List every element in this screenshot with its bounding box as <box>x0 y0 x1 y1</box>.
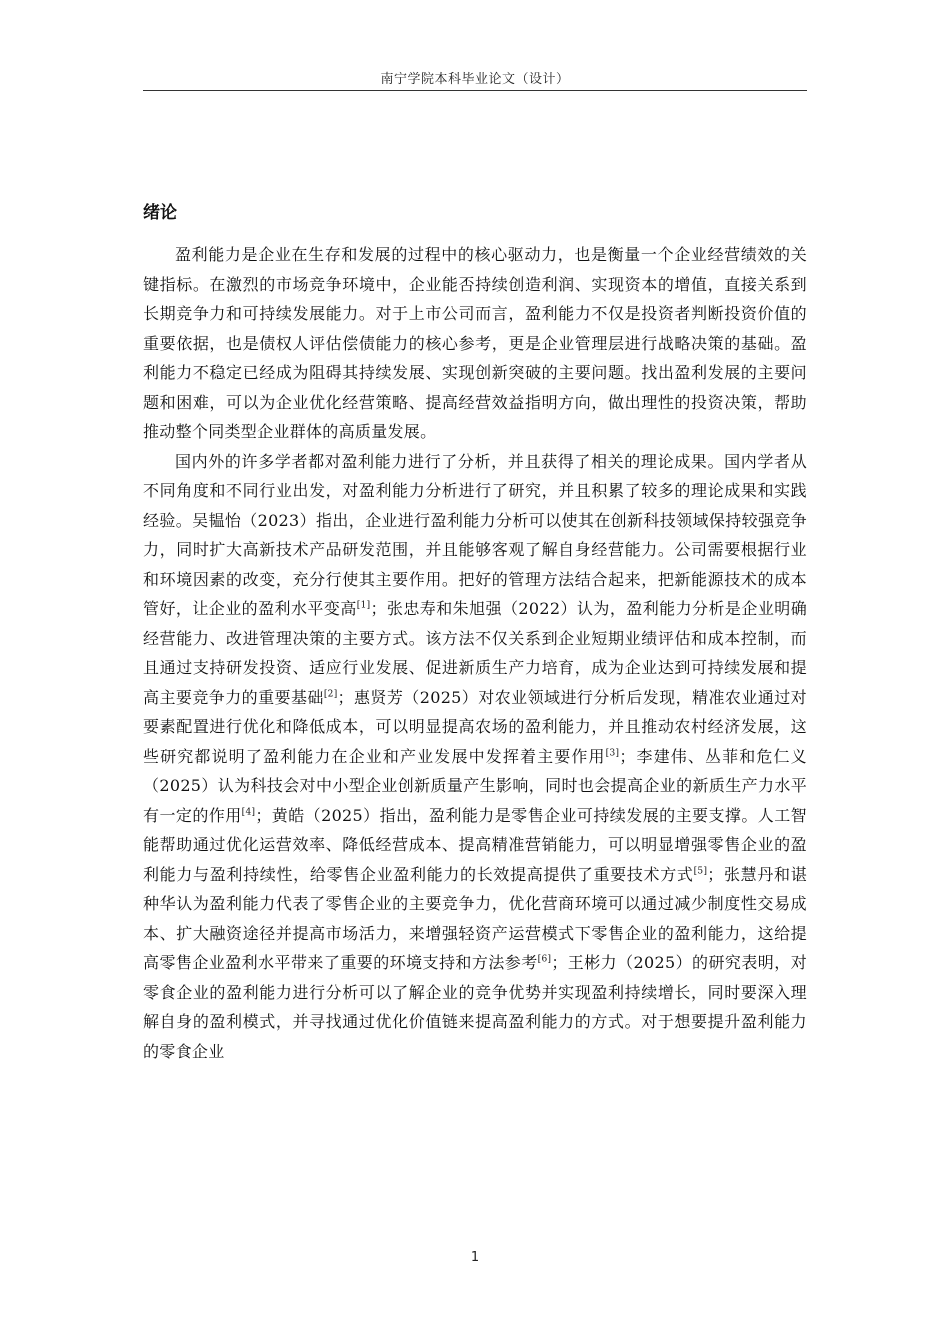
citation-6: [6] <box>537 954 552 965</box>
page-number: 1 <box>470 1250 480 1265</box>
text-segment: ；张慧丹和谌种华认为盈利能力代表了零售企业的主要竞争力，优化营商环境可以通过减少制度性交易成本、扩大融资途径并提高市场活力，来增强轻资产运营模式下零售企业的盈利能力，这给提高零售企业盈利水平带来了重要的环境支持和方法参考 <box>143 864 807 972</box>
section-heading: 绪论 <box>143 203 177 223</box>
text-segment: ；惠贤芳（2025）对农业领域进行分析后发现，精准农业通过对要素配置进行优化和降低成本，可以明显提高农场的盈利能力，并且推动农村经济发展，这些研究都说明了盈利能力在企业和产业发展中发挥着主要作用 <box>143 687 807 766</box>
citation-4: [4] <box>241 807 256 818</box>
body-text <box>143 240 807 1066</box>
running-header: 南宁学院本科毕业论文（设计） <box>380 72 570 87</box>
citation-1: [1] <box>356 600 371 611</box>
text-segment: ；李建伟、丛菲和危仁义（2025）认为科技会对中小型企业创新质量产生影响，同时也会提高企业的新质生产力水平有一定的作用 <box>143 746 807 825</box>
citation-5: [5] <box>693 866 708 877</box>
citation-2: [2] <box>323 689 338 700</box>
text-segment: ；黄皓（2025）指出，盈利能力是零售企业可持续发展的主要支撑。人工智能帮助通过优化运营效率、降低经营成本、提高精准营销能力，可以明显增强零售企业的盈利能力与盈利持续性，给零售企业盈利能力的长效提高提供了重要技术方式 <box>143 805 807 884</box>
text-segment: 国内外的许多学者都对盈利能力进行了分析，并且获得了相关的理论成果。国内学者从不同角度和不同行业出发，对盈利能力分析进行了研究，并且积累了较多的理论成果和实践经验。吴韫怡（2023）指出，企业进行盈利能力分析可以使其在创新科技领域保持较强竞争力，同时扩大高新技术产品研发范围，并且能够客观了解自身经营能力。公司需要根据行业和环境因素的改变，充分行使其主要作用。把好的管理方法结合起来，把新能源技术的成本管好，让企业的盈利水平变高 <box>143 451 807 618</box>
header-rule <box>143 90 807 91</box>
text-segment: ；王彬力（2025）的研究表明，对零食企业的盈利能力进行分析可以了解企业的竞争优势并实现盈利持续增长，同时要深入理解自身的盈利模式，并寻找通过优化价值链来提高盈利能力的方式。对于想要提升盈利能力的零食企业 <box>143 953 807 1061</box>
paragraph-profitability-intro: 盈利能力是企业在生存和发展的过程中的核心驱动力，也是衡量一个企业经营绩效的关键指标。在激烈的市场竞争环境中，企业能否持续创造利润、实现资本的增值，直接关系到长期竞争力和可持续发展能力。对于上市公司而言，盈利能力不仅是投资者判断投资价值的重要依据，也是债权人评估偿债能力的核心参考，更是企业管理层进行战略决策的基础。盈利能力不稳定已经成为阻碍其持续发展、实现创新突破的主要问题。找出盈利发展的主要问题和困难，可以为企业优化经营策略、提高经营效益指明方向，做出理性的投资决策，帮助推动整个同类型企业群体的高质量发展。 <box>143 245 807 441</box>
text-segment: ；张忠寿和朱旭强（2022）认为，盈利能力分析是企业明确经营能力、改进管理决策的主要方式。该方法不仅关系到企业短期业绩评估和成本控制，而且通过支持研发投资、适应行业发展、促进新质生产力培育，成为企业达到可持续发展和提高主要竞争力的重要基础 <box>143 599 808 707</box>
citation-3: [3] <box>605 748 620 759</box>
paragraph-literature-review <box>143 447 807 1067</box>
